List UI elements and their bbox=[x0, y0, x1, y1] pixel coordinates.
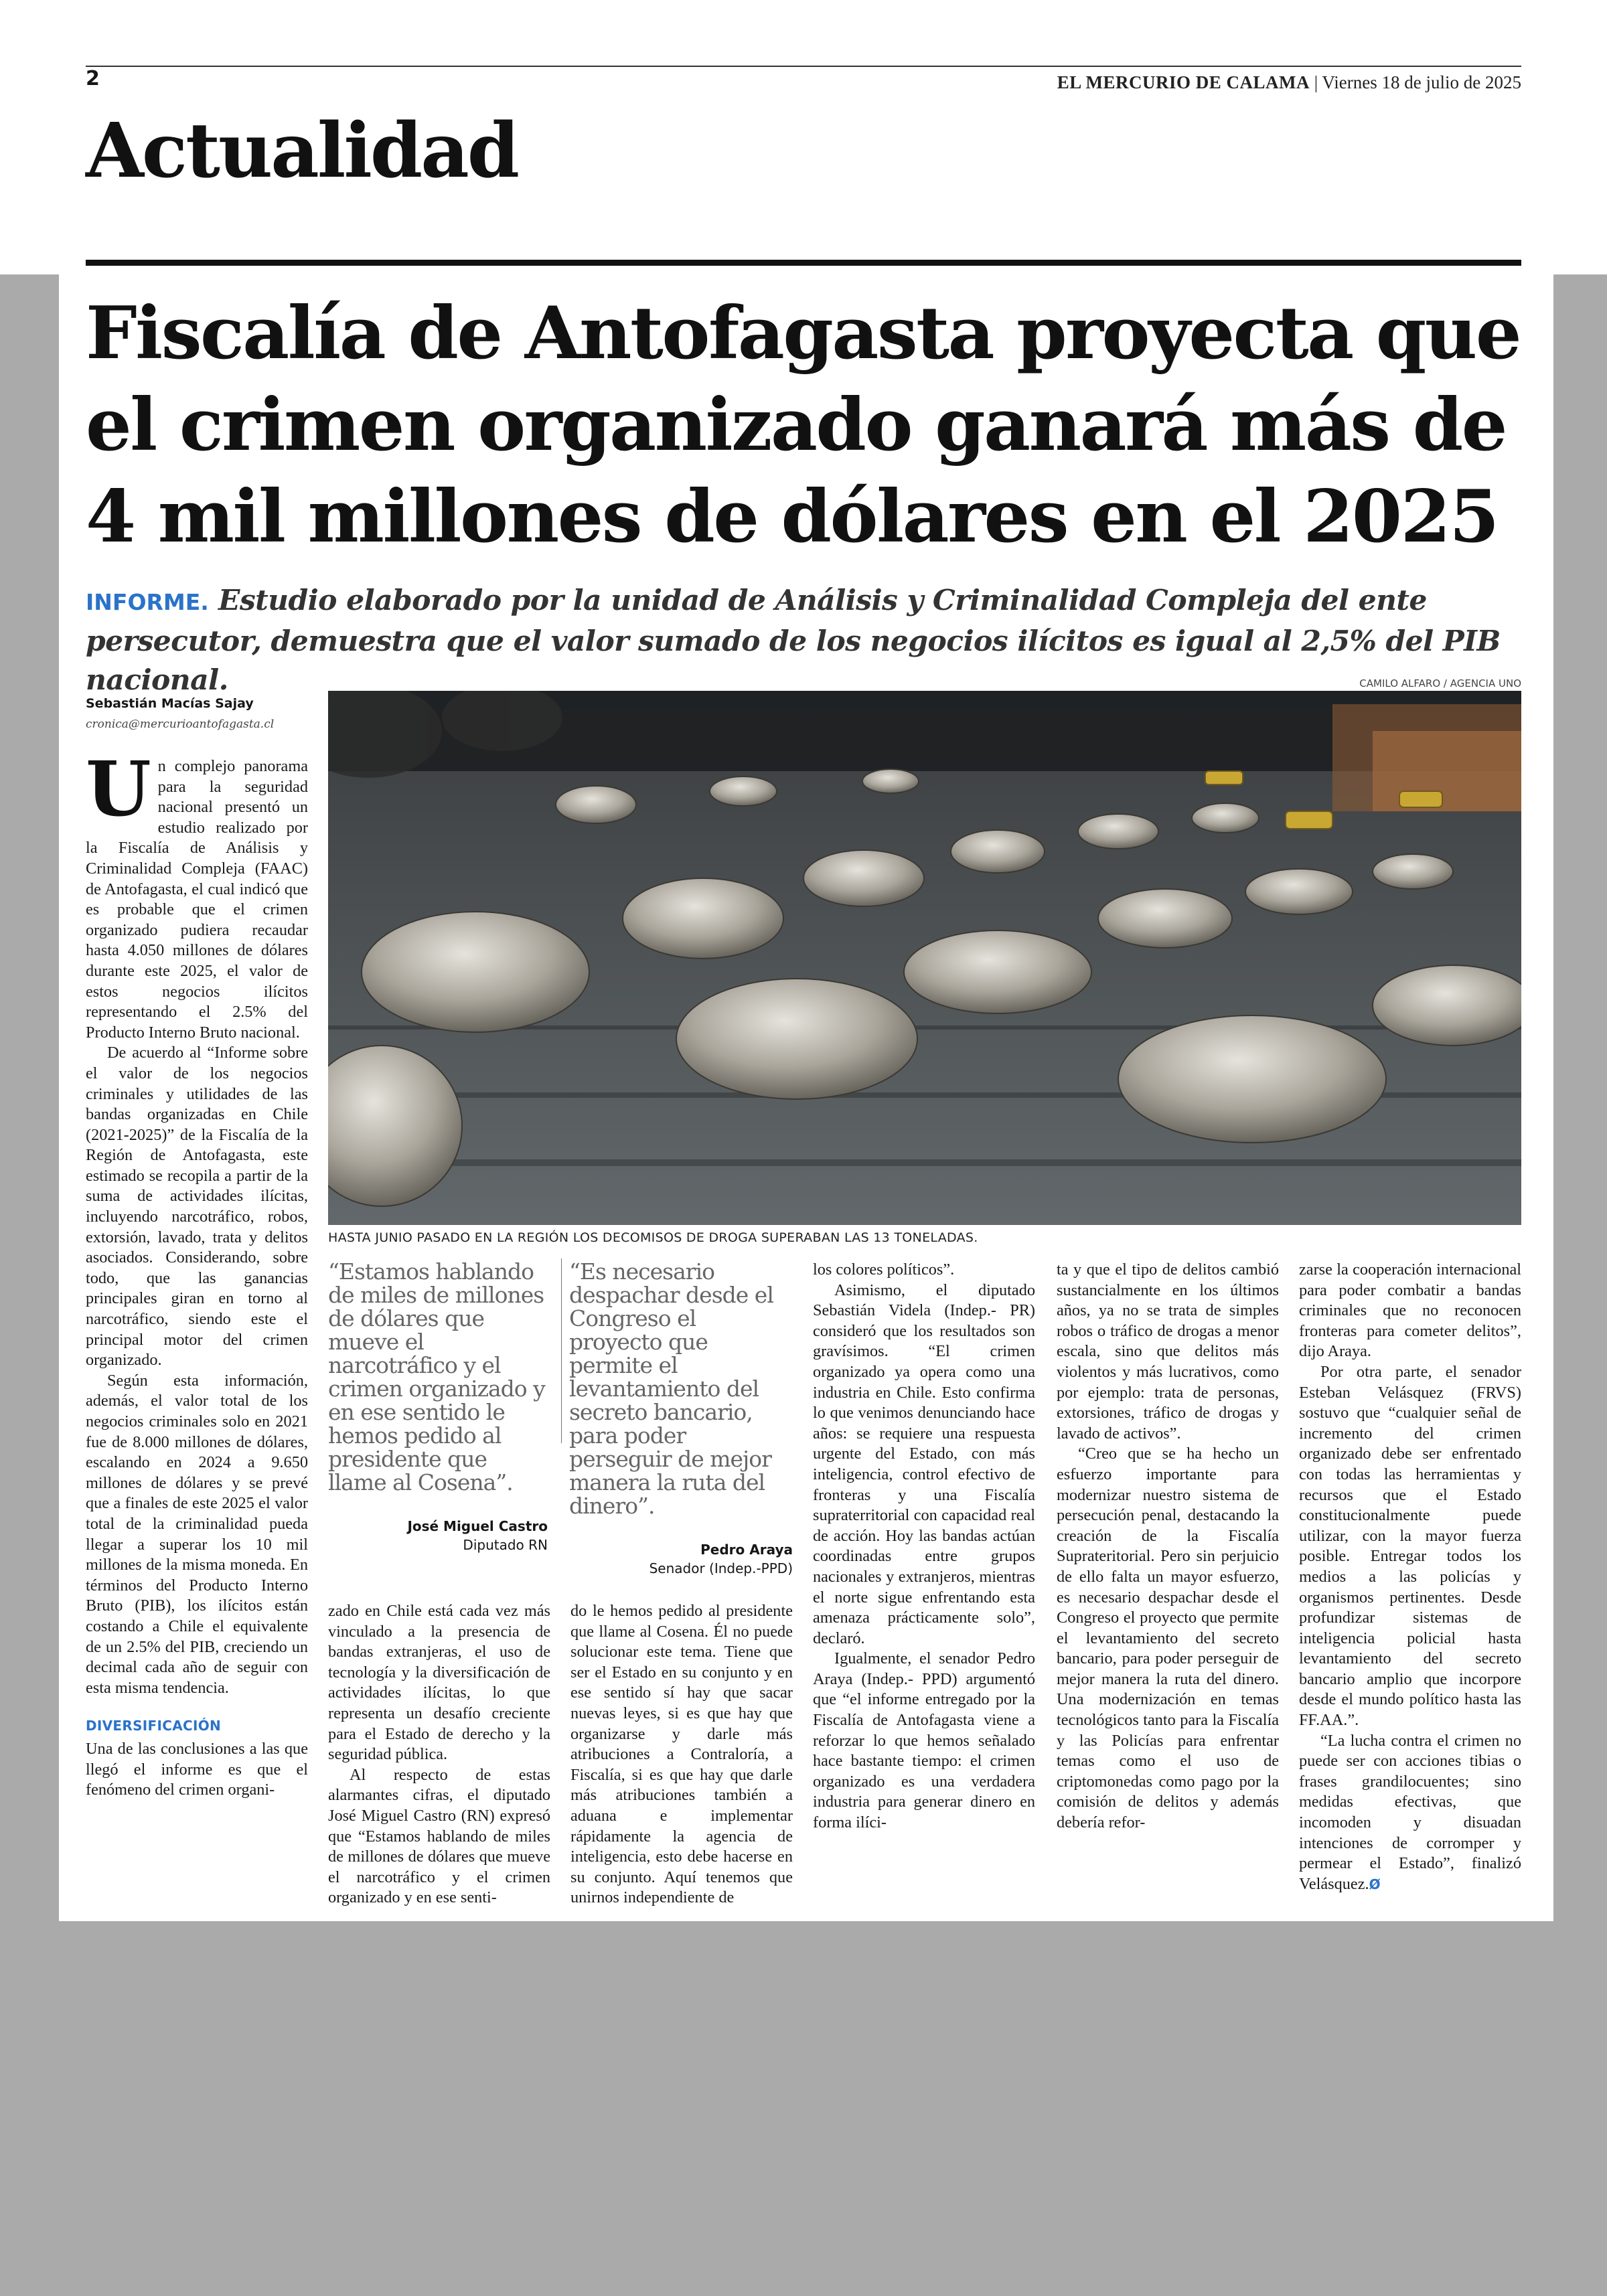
pull-quote-name: Pedro Araya bbox=[700, 1542, 793, 1558]
photo-caption: HASTA JUNIO PASADO EN LA REGIÓN LOS DECOMISOS DE DROGA SUPERABAN LAS 13 TONELADAS. bbox=[328, 1230, 978, 1245]
pull-quote-role: Senador (Indep.-PPD) bbox=[649, 1560, 793, 1576]
column-6 bbox=[1299, 1260, 1521, 1894]
paragraph: Según esta información, además, el valor total de los negocios criminales solo en 2021 fue de 8.000 millones de dólares, escalando en 2024 a 9.650 millones de dólares y se prevé que a finales de este 2025 el valor total de la criminalidad pueda llegar a superar los 10 mil millones de la misma moneda. En términos del Producto Interno Bruto (PIB), los ilícitos están costando a Chile el equivalente de un 2.5% del PIB, creciendo un decimal cada año de seguir con esta misma tendencia. bbox=[86, 1371, 308, 1697]
section-rule bbox=[86, 260, 1521, 266]
paragraph: Asimismo, el diputado Sebastián Videla (Indep.- PR) consideró que los resultados son gravísimos. “El crimen organizado ya opera como una industria en Chile. Esto confirma lo que venimos denunciando hace años: se requiere una respuesta urgente del Estado, con más inteligencia, control efectivo de fronteras y una Fiscalía supraterritorial con capacidad real de acción. Hoy las bandas actúan coordinadas entre grupos nacionales y extranjeros, mientras el norte sigue enfrentando esta amenaza prácticamente solo”, declaró. bbox=[813, 1281, 1035, 1647]
paragraph: Igualmente, el senador Pedro Araya (Indep.- PPD) argumentó que “el informe entregado por la Fiscalía de Antofagasta viene a reforzar lo que hemos señalado hace bastante tiempo: el crimen organizado es una verdadera industria para generar dinero en forma ilíci- bbox=[813, 1649, 1035, 1832]
paragraph bbox=[86, 746, 308, 1043]
column-5 bbox=[1057, 1260, 1279, 1833]
author-name: Sebastián Macías Sajay bbox=[86, 696, 254, 711]
paragraph: “Creo que se ha hecho un esfuerzo importante para modernizar nuestro sistema de persecución penal, destacando la creación de la Fiscalía Suprateritorial. Pero sin perjuicio de ello falta un mayor esfuerzo, es necesario despachar desde el Congreso el proyecto que permite el levantamiento del secreto bancario, para poder perseguir de mejor manera la ruta del dinero. Una modernización en temas tecnológicos tanto para la Fiscalía y las Policías para enfrentar temas como el uso de criptomonedas como pago por la comisión de delitos y además debería refor- bbox=[1057, 1445, 1279, 1832]
pull-quote-castro bbox=[328, 1260, 548, 1553]
pull-quote-role: Diputado RN bbox=[463, 1537, 548, 1553]
lead-paragraph bbox=[86, 581, 1521, 700]
paragraph: Una de las conclusiones a las que llegó el informe es que el fenómeno del crimen organi- bbox=[86, 1739, 308, 1799]
end-mark-icon: Ø bbox=[1369, 1876, 1381, 1892]
paragraph-text: n complejo panorama para la seguridad nacional presentó un estudio realizado por la Fiscalía de Análisis y Criminalidad Compleja (FAAC) de Antofagasta, el cual indicó que es probable que el crimen organizado pudiera recaudar hasta 4.050 millones de dólares durante este 2025, el valor de estos negocios ilícitos representando el 2.5% del Producto Interno Bruto nacional. bbox=[86, 757, 308, 1042]
issue-date: | Viernes 18 de julio de 2025 bbox=[1310, 72, 1521, 92]
lead-text: Estudio elaborado por la unidad de Análisis y Criminalidad Compleja del ente persecutor, demuestra que el valor sumado de los negocios ilícitos es igual al 2,5% del PIB nacional. bbox=[86, 584, 1501, 697]
masthead bbox=[1057, 72, 1521, 93]
column-2 bbox=[328, 1601, 550, 1908]
top-rule bbox=[86, 66, 1521, 67]
paragraph bbox=[1299, 1731, 1521, 1895]
lead-tag: INFORME. bbox=[86, 589, 209, 615]
headline: Fiscalía de Antofagasta proyecta que el crimen organizado ganará más de 4 mil millones de dólares en el 2025 bbox=[86, 291, 1521, 559]
photo-credit: CAMILO ALFARO / AGENCIA UNO bbox=[1359, 677, 1521, 689]
paragraph: zado en Chile está cada vez más vinculado a la presencia de bandas extranjeras, el uso de tecnología y la diversificación de actividades ilícitas, lo que representa un desafío creciente para el Estado de derecho y la seguridad pública. bbox=[328, 1602, 550, 1764]
newspaper-name: EL MERCURIO DE CALAMA bbox=[1057, 72, 1310, 92]
column-4 bbox=[813, 1260, 1035, 1833]
pull-quote-text: “Estamos hablando de miles de millones de dólares que mueve el narcotráfico y el crimen organizado y en ese sentido le hemos pedido al presidente que llame al Cosena”. bbox=[328, 1258, 545, 1495]
column-1 bbox=[86, 746, 308, 1801]
paragraph-text: “La lucha contra el crimen no puede ser con acciones tibias o frases grandilocuentes; sino medidas efectivas, que incomoden y disuadan intenciones de corromper y permear el Estado”, finalizó Velásquez. bbox=[1299, 1731, 1521, 1893]
paragraph: De acuerdo al “Informe sobre el valor de los negocios criminales y utilidades de las bandas organizadas en Chile (2021-2025)” de la Fiscalía de la Región de Antofagasta, este estimado se recopila a partir de la suma de actividades ilícitas, incluyendo narcotráfico, robos, extorsión, lavado, trata y delitos asociados. Considerando, sobre todo, que las ganancias principales giran en torno al narcotráfico, siendo este el principal motor del crimen organizado. bbox=[86, 1044, 308, 1370]
column-3 bbox=[570, 1601, 793, 1908]
paragraph: zarse la cooperación internacional para poder combatir a bandas criminales que no reconocen fronteras para cometer delitos”, dijo Araya. bbox=[1299, 1260, 1521, 1361]
drug-seizure-photo bbox=[328, 691, 1521, 1225]
column-divider bbox=[561, 1258, 562, 1443]
pull-quote-araya bbox=[569, 1260, 793, 1576]
author-email: cronica@mercurioantofagasta.cl bbox=[86, 718, 275, 731]
paragraph: ta y que el tipo de delitos cambió sustancialmente en los últimos años, ya no se trata de simples robos o tráfico de drogas a menor escala, sino que delitos más violentos y más lucrativos, como por ejemplo: trata de personas, extorsiones, tráfico de drogas y lavado de activos”. bbox=[1057, 1260, 1279, 1443]
drug-packages-illustration bbox=[328, 691, 1521, 1225]
subhead-diversification: DIVERSIFICACIÓN bbox=[86, 1718, 222, 1734]
paragraph: los colores políticos”. bbox=[813, 1260, 955, 1279]
page-number: 2 bbox=[86, 67, 100, 90]
paragraph: do le hemos pedido al presidente que llame al Cosena. Él no puede solucionar este tema. Tiene que ser el Estado en su conjunto y en ese sentido sí hay que sacar nuevas leyes, si es que hay que organizarse y darle más atribuciones a Contraloría, a Fiscalía, si es que hay que darle más atribuciones también a aduana e implementar rápidamente la agencia de inteligencia, esto debe hacerse en su conjunto. Aquí tenemos que unirnos independiente de bbox=[570, 1602, 793, 1907]
drop-cap: U bbox=[86, 746, 151, 833]
pull-quote-text: “Es necesario despachar desde el Congreso el proyecto que permite el levantamiento del secreto bancario, para poder perseguir de mejor manera la ruta del dinero”. bbox=[569, 1258, 773, 1519]
section-title: Actualidad bbox=[86, 107, 518, 195]
pull-quote-name: José Miguel Castro bbox=[407, 1518, 548, 1534]
paragraph: Al respecto de estas alarmantes cifras, el diputado José Miguel Castro (RN) expresó que “Estamos hablando de miles de millones de dólares que mueve el narcotráfico y el crimen organizado y en ese senti- bbox=[328, 1765, 550, 1907]
paragraph: Por otra parte, el senador Esteban Velásquez (FRVS) sostuvo que “cualquier señal de incremento del crimen organizado debe ser enfrentado con todas las herramientas y recursos que el Estado constitucionalmente puede utilizar, con la mayor fuerza posible. Entregar todos los medios a las policías y organismos pertinentes. Desde profundizar sistemas de inteligencia policial hasta levantamiento del secreto bancario amplio que incorpore desde el mundo político hasta las FF.AA.”. bbox=[1299, 1362, 1521, 1730]
